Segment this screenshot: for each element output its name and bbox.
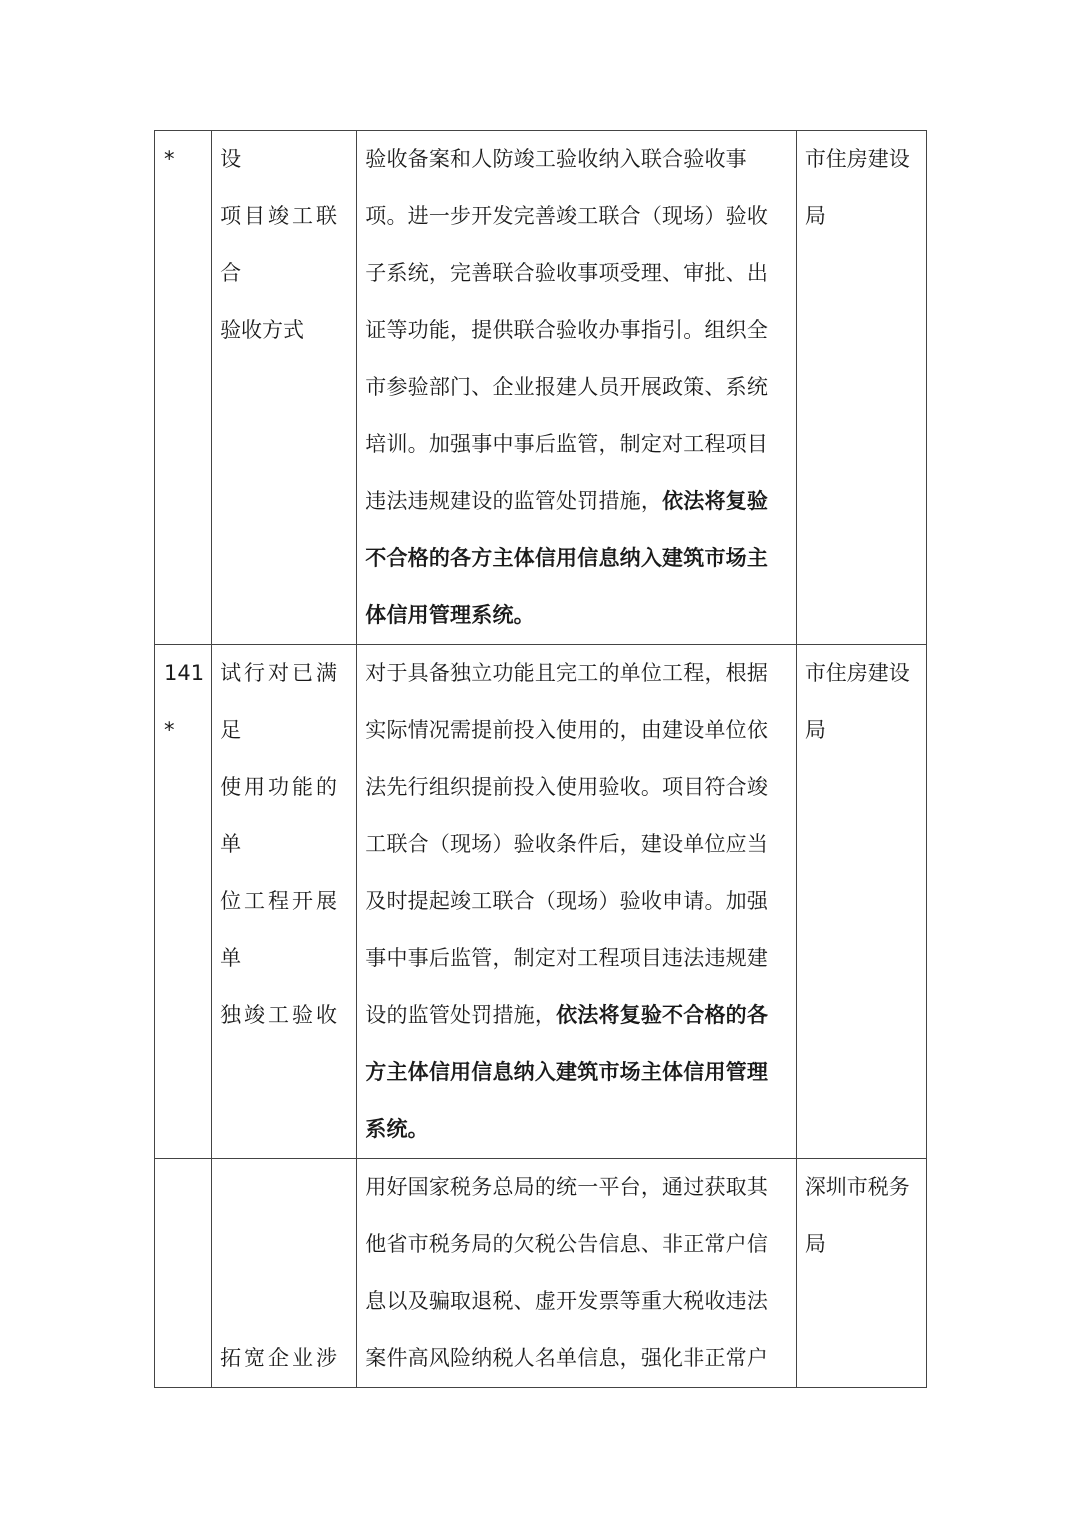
content-line [365, 473, 788, 530]
content-line [365, 1044, 788, 1101]
content-emphasis-text: 不合格的各方主体信用信息纳入建筑市场主 [365, 546, 769, 570]
content-text: 设的监管处罚措施， [365, 1003, 557, 1027]
content-line [365, 359, 788, 416]
content-line [365, 987, 788, 1044]
item-number-line: 141 [164, 661, 205, 685]
department-line: 深圳市税务 [804, 1175, 910, 1199]
item-title-line: 单 [220, 832, 242, 856]
content-text: 证等功能，提供联合验收办事指引。组织全 [365, 318, 769, 342]
item-title-line: 合 [220, 261, 242, 285]
content-text: 验收备案和人防竣工验收纳入联合验收事 [365, 147, 747, 171]
department-line: 局 [804, 718, 826, 742]
item-title-line: 使用功能的 [220, 775, 341, 799]
item-title-line: 设 [220, 147, 242, 171]
content-text: 工联合（现场）验收条件后，建设单位应当 [365, 832, 769, 856]
item-number-line: * [164, 147, 175, 171]
number-cell [155, 131, 212, 645]
item-title-line: 独竣工验收 [220, 1003, 341, 1027]
content-cell [357, 1159, 797, 1388]
item-title-line [220, 1216, 348, 1273]
content-line [365, 816, 788, 873]
item-title-line [220, 1273, 348, 1330]
department-cell [796, 645, 926, 1159]
content-emphasis-text: 依法将复验不合格的各 [556, 1003, 769, 1027]
content-text: 培训。加强事中事后监管，制定对工程项目 [365, 432, 769, 456]
department-line: 局 [804, 1232, 826, 1256]
department-line: 市住房建设 [804, 147, 910, 171]
content-emphasis-text: 体信用管理系统。 [365, 603, 535, 627]
content-line [365, 1330, 788, 1387]
department-line: 局 [804, 204, 826, 228]
number-cell [155, 645, 212, 1159]
item-title-line: 足 [220, 718, 242, 742]
table-row [155, 1159, 927, 1388]
content-text: 用好国家税务总局的统一平台，通过获取其 [365, 1175, 769, 1199]
item-cell [212, 645, 357, 1159]
content-text: 事中事后监管，制定对工程项目违法违规建 [365, 946, 769, 970]
content-line [365, 245, 788, 302]
content-text: 子系统，完善联合验收事项受理、审批、出 [365, 261, 769, 285]
item-title-line: 验收方式 [220, 318, 305, 342]
content-line [365, 645, 788, 702]
item-title-line: 试行对已满 [220, 661, 341, 685]
content-line [365, 416, 788, 473]
item-title-line [220, 1159, 348, 1216]
item-title-line: 项目竣工联 [220, 204, 341, 228]
content-cell [357, 131, 797, 645]
content-emphasis-text: 系统。 [365, 1117, 429, 1141]
content-line [365, 930, 788, 987]
department-line: 市住房建设 [804, 661, 910, 685]
measures-table [154, 130, 927, 1388]
item-cell [212, 131, 357, 645]
content-emphasis-text: 方主体信用信息纳入建筑市场主体信用管理 [365, 1060, 769, 1084]
content-line [365, 131, 788, 188]
content-text: 法先行组织提前投入使用验收。项目符合竣 [365, 775, 769, 799]
department-cell [796, 1159, 926, 1388]
content-line [365, 188, 788, 245]
content-text: 及时提起竣工联合（现场）验收申请。加强 [365, 889, 769, 913]
content-cell [357, 645, 797, 1159]
content-text: 违法违规建设的监管处罚措施， [365, 489, 663, 513]
content-line [365, 702, 788, 759]
item-title-line: 拓宽企业涉 [220, 1346, 341, 1370]
content-line [365, 302, 788, 359]
table-row [155, 131, 927, 645]
content-text: 项。进一步开发完善竣工联合（现场）验收 [365, 204, 769, 228]
content-line [365, 1159, 788, 1216]
content-text: 市参验部门、企业报建人员开展政策、系统 [365, 375, 769, 399]
department-cell [796, 131, 926, 645]
content-text: 案件高风险纳税人名单信息，强化非正常户 [365, 1346, 769, 1370]
item-number-line: * [164, 718, 175, 742]
content-emphasis-text: 依法将复验 [662, 489, 769, 513]
table-row [155, 645, 927, 1159]
item-cell [212, 1159, 357, 1388]
content-line [365, 587, 788, 644]
content-text: 对于具备独立功能且完工的单位工程，根据 [365, 661, 769, 685]
item-title-line: 位工程开展 [220, 889, 341, 913]
content-line [365, 759, 788, 816]
content-text: 他省市税务局的欠税公告信息、非正常户信 [365, 1232, 769, 1256]
content-line [365, 1216, 788, 1273]
content-line [365, 1273, 788, 1330]
content-text: 实际情况需提前投入使用的，由建设单位依 [365, 718, 769, 742]
number-cell [155, 1159, 212, 1388]
content-line [365, 530, 788, 587]
content-line [365, 873, 788, 930]
content-text: 息以及骗取退税、虚开发票等重大税收违法 [365, 1289, 769, 1313]
content-line [365, 1101, 788, 1158]
item-title-line: 单 [220, 946, 242, 970]
